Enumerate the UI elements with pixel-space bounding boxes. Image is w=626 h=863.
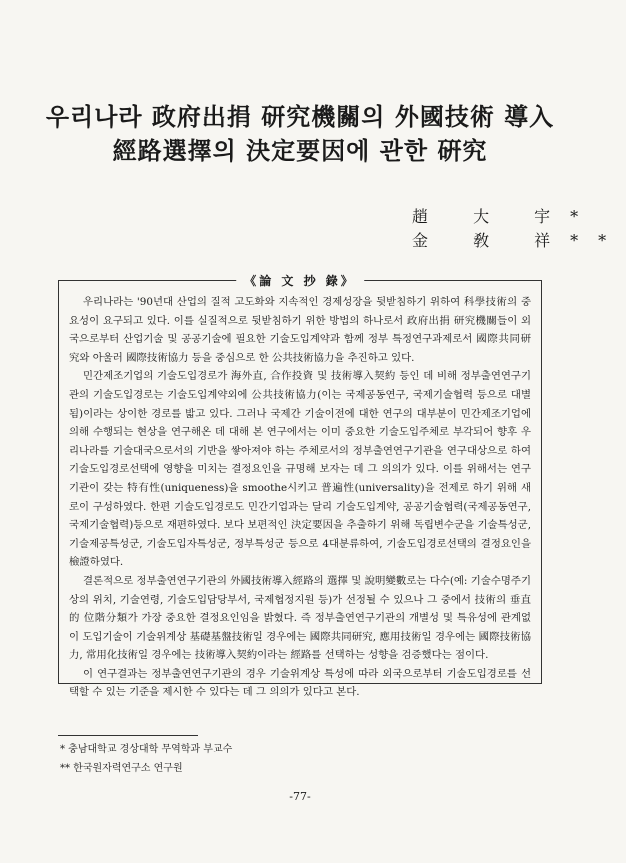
title-line-2: 經路選擇의 決定要因에 관한 硏究 [112, 136, 488, 165]
author-2: 金 敎 祥** [412, 231, 626, 250]
footnotes [60, 740, 232, 778]
footnote-divider [58, 735, 198, 736]
abstract-body [69, 293, 531, 702]
title-line-1: 우리나라 政府出捐 研究機關의 外國技術 導入 [45, 102, 555, 131]
author-list [412, 205, 626, 253]
abstract-paragraph: 민간제조기업의 기술도입경로가 海外直, 合作投資 및 技術導入契約 등인 데 비해 정부출연연구기관의 기술도입경로는 기술도입계약외에 公共技術協力(이는 국제공동연구, 국제기술협력 등으로 대별됨)이라는 상이한 경로를 밟고 있다. 그러나 국제간 기술이전에 대한 연구의 대부분이 민간제조기업에 의해 수행되는 현상을 연구해온 데 대해 본 연구에서는 이미 중요한 기술도입주체로 부각되어 향후 우리나라를 기술대국으로서의 기반을 쌓아져야 하는 주체로서의 정부출연연구기관을 연구대상으로 하여 기술도입경로선택에 영향을 미치는 결정요인을 규명해 보자는 데 그 의의가 있다. 이를 위해서는 연구기관이 갖는 特有性(uniqueness)을 smoothe시키고 普遍性(universality)을 전제로 하기 위해 새로이 구성하였다. 한편 기술도입경로도 민간기업과는 달리 기술도입계약, 공공기술협력(국제공동연구, 국제기술협력)등으로 재편하였다. 보다 보편적인 決定要因을 추출하기 위해 독립변수군을 기술특성군, 기술제공특성군, 기술도입자특성군, 정부특성군 등으로 4대분류하여, 기술도입경로선택의 결정요인을 檢證하였다. [69, 370, 531, 569]
footnote-2: ** 한국원자력연구소 연구원 [60, 763, 183, 774]
page-number: -77- [289, 790, 311, 803]
abstract-paragraph: 이 연구결과는 정부출연연구기관의 경우 기술위계상 특성에 따라 외국으로부터 기술도입경로를 선택할 수 있는 기준을 제시한 수 있다는 데 그 의의가 있다고 본다. [69, 667, 531, 699]
abstract-label: 《論 文 抄 錄》 [236, 272, 364, 289]
abstract-paragraph: 우리나라는 '90년대 산업의 질적 고도화와 지속적인 경제성장을 뒷받침하기 위하여 科學技術의 중요성이 요구되고 있다. 이를 실질적으로 뒷받침하기 위한 방법의 하나로서 政府出捐 研究機關들이 외국으로부터 산업기술 및 공공기술에 필요한 기술도입계약과 함께 정부 특정연구과제로서 國際共同研究와 아울러 國際技術協力 등을 중심으로 한 公共技術協力을 추진하고 있다. [69, 296, 531, 364]
footnote-1: * 충남대학교 경상대학 무역학과 부교수 [60, 744, 233, 755]
paper-title [40, 100, 560, 168]
abstract-paragraph: 결론적으로 정부출연연구기관의 外國技術導入經路의 選擇 및 說明變數로는 다수(예: 기술수명주기상의 위치, 기술연령, 기술도입담당부서, 국제협정지원 등)가 선정될 수 있으나 그 중에서 技術의 垂直的 位階分類가 가장 중요한 결정요인임을 밝혔다. 즉 정부출연연구기관의 개별성 및 특유성에 관계없이 도입기술이 기술위계상 基礎基盤技術일 경우에는 國際共同研究, 應用技術일 경우에는 國際技術協力, 常用化技術일 경우에는 技術導入契約이라는 經路를 선택하는 성향을 검증했다는 점이다. [69, 574, 532, 662]
author-1: 趙 大 宇* [412, 207, 599, 226]
abstract-box [58, 274, 542, 699]
